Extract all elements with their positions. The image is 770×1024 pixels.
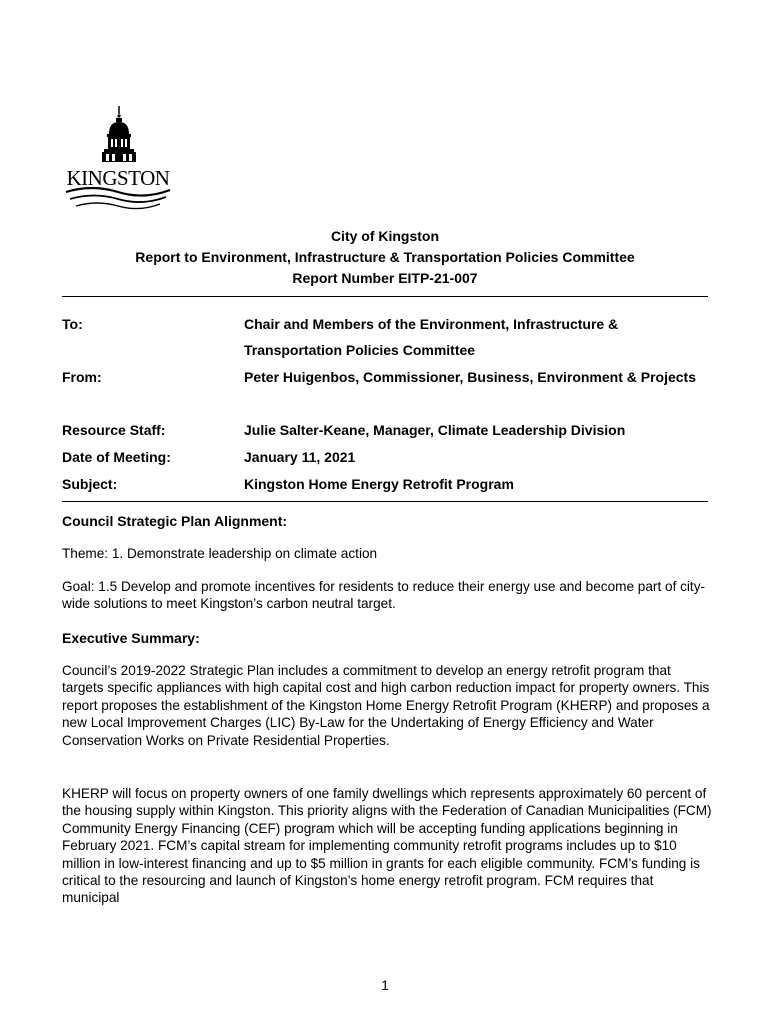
report-header <box>0 226 770 289</box>
to-label: To: <box>62 316 83 332</box>
meta-date <box>62 444 708 470</box>
logo-wordmark: KINGSTON <box>66 166 170 190</box>
from-value: Peter Huigenbos, Commissioner, Business, Environment & Projects <box>244 369 697 385</box>
alignment-goal: Goal: 1.5 Develop and promote incentives for residents to reduce their energy use and become part of city-wide solutions to meet Kingston’s carbon neutral target. <box>62 579 706 612</box>
alignment-heading: Council Strategic Plan Alignment: <box>62 513 288 529</box>
executive-summary-paragraph-1: Council’s 2019-2022 Strategic Plan includes a commitment to develop an energy retrofit program that targets specific appliances with high capital cost and high carbon reduction impact for property owners. This report proposes the establishment of the Kingston Home Energy Retrofit Program (KHERP) and proposes a new Local Improvement Charges (LIC) By-Law for the Undertaking of Energy Efficiency and Water Conservation Works on Private Residential Properties. <box>62 663 710 748</box>
date-label: Date of Meeting: <box>62 449 171 465</box>
meta-subject <box>62 471 708 497</box>
date-value: January 11, 2021 <box>244 449 356 465</box>
meta-from <box>62 364 708 416</box>
header-divider <box>62 296 708 297</box>
subject-value: Kingston Home Energy Retrofit Program <box>244 476 514 492</box>
subject-label: Subject: <box>62 476 118 492</box>
organization-name: City of Kingston <box>330 228 440 244</box>
kingston-city-hall-logo-icon <box>62 104 174 214</box>
alignment-theme: Theme: 1. Demonstrate leadership on climate action <box>62 546 378 561</box>
report-title: Report to Environment, Infrastructure & Transportation Policies Committee <box>135 249 635 265</box>
resource-staff-value: Julie Salter-Keane, Manager, Climate Leadership Division <box>244 422 626 438</box>
resource-staff-label: Resource Staff: <box>62 422 166 438</box>
to-value: Chair and Members of the Environment, Infrastructure & Transportation Policies Committee <box>244 316 619 358</box>
meta-to <box>62 311 708 363</box>
page-number: 1 <box>381 977 389 993</box>
executive-summary-paragraph-2: KHERP will focus on property owners of one family dwellings which represents approximately 60 percent of the housing supply within Kingston. This priority aligns with the Federation of Canadian Municipalities (FCM) Community Energy Financing (CEF) program which will be accepting funding applications beginning in February 2021. FCM’s capital stream for implementing community retrofit programs includes up to $10 million in low-interest financing and up to $5 million in grants for each eligible community. FCM’s funding is critical to the resourcing and launch of Kingston’s home energy retrofit program. FCM requires that municipal <box>62 786 712 906</box>
from-label: From: <box>62 369 102 385</box>
executive-summary-heading: Executive Summary: <box>62 630 200 646</box>
meta-divider <box>62 501 708 502</box>
meta-resource-staff <box>62 417 708 443</box>
report-number: Report Number EITP-21-007 <box>292 270 478 286</box>
